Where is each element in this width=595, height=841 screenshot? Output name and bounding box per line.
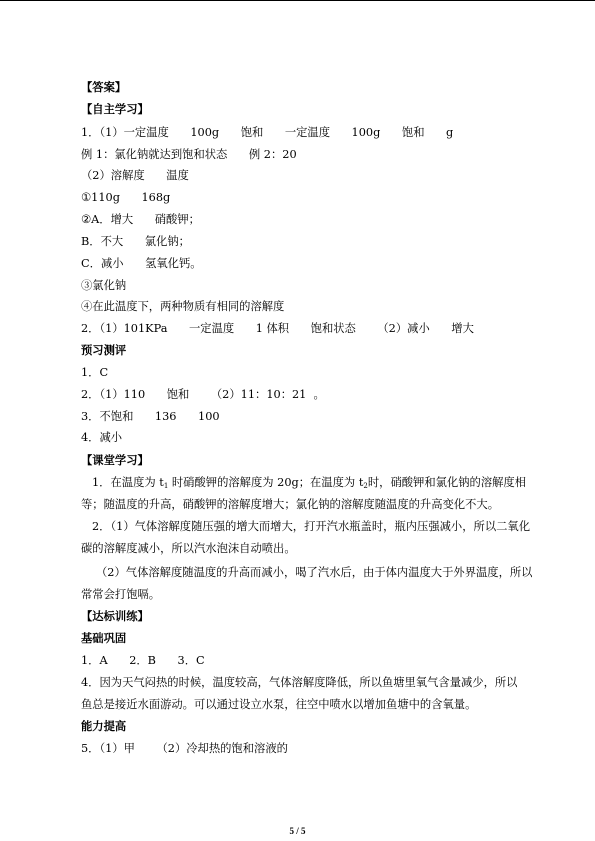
answer-line: 常常会打饱嗝。 [81,588,161,601]
answer-line: 1．C [81,366,109,379]
answer-line: C．减小 氢氧化钙。 [81,257,202,270]
answer-line: 2．（1）101KPa 一定温度 1 体积 饱和状态 （2）减小 增大 [81,322,474,335]
answer-line: 等；随温度的升高，硝酸钾的溶解度增大；氯化钠的溶解度随温度的升高变化不大。 [81,498,499,511]
answer-line: 3．不饱和 136 100 [81,410,220,423]
answer-line: 4．因为天气闷热的时候，温度较高，气体溶解度降低，所以鱼塘里氧气含量减少，所以 [81,676,518,689]
answer-line: （2）气体溶解度随温度的升高而减小，喝了汽水后，由于体内温度大于外界温度，所以 [96,566,533,579]
subscript-1: 1 [163,482,169,490]
heading-basic: 基础巩固 [81,632,127,645]
heading-answer: 【答案】 [81,81,127,94]
answer-line: ③氯化钠 [81,279,127,292]
page-number: 5 / 5 [289,826,306,836]
classroom-line-1-prefix: 1．在温度为 t [92,476,164,489]
answer-line: ②A．增大 硝酸钾； [81,213,200,226]
answer-line: 鱼总是接近水面游动。可以通过设立水泵，往空中喷水以增加鱼塘中的含氧量。 [81,698,477,711]
heading-practice: 【达标训练】 [81,610,149,623]
heading-advanced: 能力提高 [81,720,127,733]
page-top-border [0,0,595,1]
classroom-line-1: 1．在温度为 $t_1$ 时硝酸钾的溶解度为 20g；在温度为 $t_2$时，硝酸钾和氯化钠的溶解度相 [92,476,527,490]
heading-classroom-study: 【课堂学习】 [81,454,149,467]
classroom-line-1-text-b: 时，硝酸钾和氯化钠的溶解度相 [367,476,527,489]
answer-line: 4．减小 [81,431,123,444]
answer-line: （2）溶解度 温度 [81,169,189,182]
answer-line: ④在此温度下，两种物质有相同的溶解度 [81,300,285,313]
subscript-2: 2 [363,482,368,490]
answer-line: B．不大 氯化钠； [81,235,190,248]
answer-line: 碳的溶解度减小，所以汽水泡沫自动喷出。 [81,542,296,555]
heading-preview-test: 预习测评 [81,344,127,357]
answer-line: 5．（1）甲 （2）冷却热的饱和溶液的 [81,742,288,755]
answer-line: 2．（1）气体溶解度随压强的增大而增大，打开汽水瓶盖时，瓶内压强减小，所以二氧化 [92,520,531,533]
classroom-line-1-mid: 时 [168,476,184,489]
answer-line: 2．（1）110 饱和 （2）11：10：21 。 [81,388,325,401]
answer-line: 1．A 2．B 3．C [81,654,205,667]
heading-self-study: 【自主学习】 [81,103,149,116]
answer-line: 例 1：氯化钠就达到饱和状态 例 2：20 [81,148,297,161]
classroom-line-1-text-a: 硝酸钾的溶解度为 20g；在温度为 [183,476,359,489]
answer-line: 1．（1）一定温度 100g 饱和 一定温度 100g 饱和 g [81,126,454,139]
answer-line: ①110g 168g [81,191,171,204]
